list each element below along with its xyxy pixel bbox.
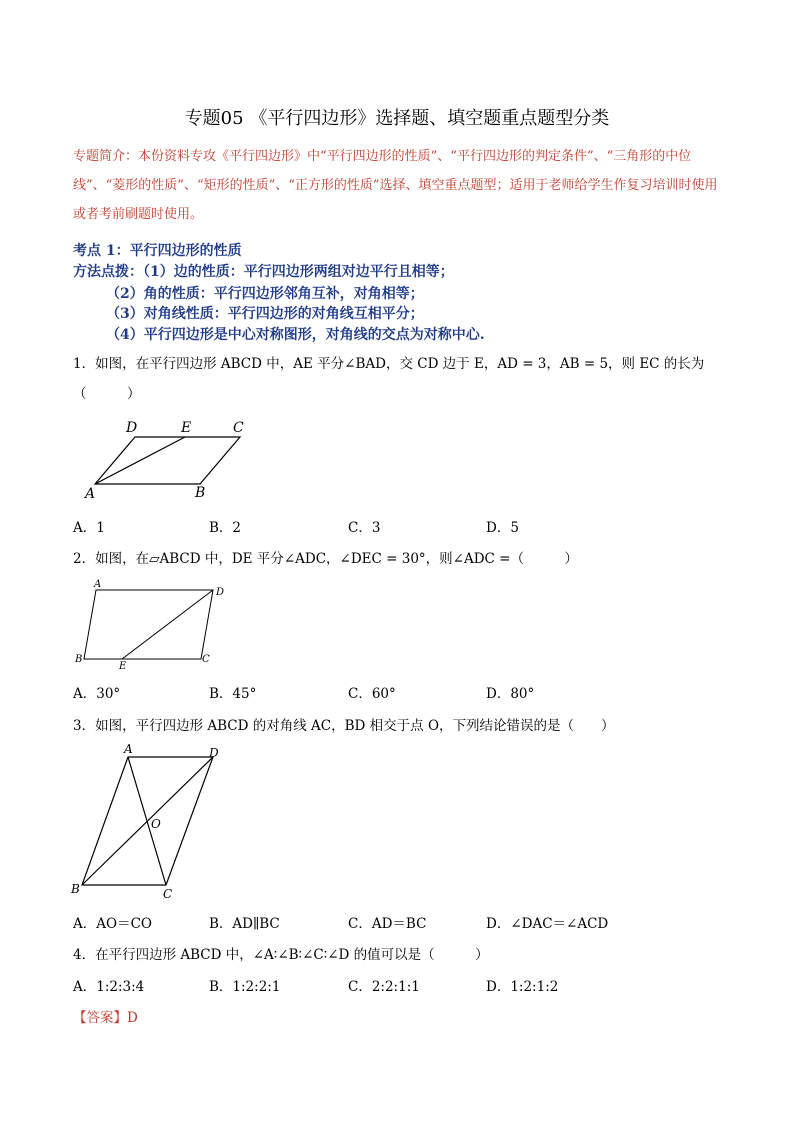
q2-label-a: A bbox=[94, 579, 102, 590]
q2-label-e: E bbox=[119, 661, 127, 671]
q3-option-b: B．AD∥BC bbox=[209, 916, 280, 932]
q2-option-a: A．30° bbox=[73, 686, 121, 702]
q1-label-a: A bbox=[85, 486, 96, 502]
question-2-stem: 2．如图，在▱ABCD 中，DE 平分∠ADC，∠DEC = 30°，则∠ADC =（ ） bbox=[73, 551, 578, 567]
q1-label-c: C bbox=[233, 420, 244, 436]
question-4-stem: 4．在平行四边形 ABCD 中，∠A∶∠B∶∠C∶∠D 的值可以是（ ） bbox=[73, 947, 489, 963]
question-3-figure bbox=[68, 741, 228, 901]
method-line-2: （2）角的性质：平行四边形邻角互补，对角相等； bbox=[106, 286, 424, 302]
q1-option-b: B．2 bbox=[209, 520, 242, 536]
q2-label-d: D bbox=[216, 587, 225, 598]
question-1-blank: （ ） bbox=[73, 386, 141, 402]
question-1-stem: 1．如图，在平行四边形 ABCD 中，AE 平分∠BAD，交 CD 边于 E，AD = 3，AB = 5，则 EC 的长为 bbox=[73, 356, 705, 372]
answer-tag: 【答案】 bbox=[73, 1010, 127, 1026]
q3-option-d: D．∠DAC＝∠ACD bbox=[486, 916, 609, 932]
question-3-stem: 3．如图，平行四边形 ABCD 的对角线 AC，BD 相交于点 O，下列结论错误的是（ ） bbox=[73, 718, 615, 734]
q4-option-d: D．1:2:1:2 bbox=[486, 979, 559, 995]
method-line-3: （3）对角线性质：平行四边形的对角线互相平分； bbox=[106, 306, 424, 322]
q1-label-b: B bbox=[195, 485, 206, 501]
page-title: 专题05 《平行四边形》选择题、填空题重点题型分类 bbox=[184, 108, 610, 129]
q3-label-o: O bbox=[151, 817, 161, 831]
q4-option-c: C．2:2:1:1 bbox=[348, 979, 420, 995]
q4-option-b: B．1:2:2:1 bbox=[209, 979, 281, 995]
q3-label-b: B bbox=[71, 882, 80, 896]
q1-label-d: D bbox=[126, 420, 138, 436]
q3-label-d: D bbox=[209, 746, 219, 760]
q1-option-a: A．1 bbox=[73, 520, 105, 536]
q2-label-c: C bbox=[202, 654, 210, 665]
q1-option-c: C．3 bbox=[348, 520, 381, 536]
answer-value: D bbox=[127, 1010, 138, 1026]
method-line-4: （4）平行四边形是中心对称图形，对角线的交点为对称中心. bbox=[106, 327, 485, 343]
section-heading: 考点 1：平行四边形的性质 bbox=[73, 243, 242, 259]
question-1-figure bbox=[80, 415, 260, 505]
q3-label-a: A bbox=[124, 742, 133, 756]
q2-option-c: C．60° bbox=[348, 686, 396, 702]
q3-option-a: A．AO＝CO bbox=[73, 916, 152, 932]
q1-option-d: D．5 bbox=[486, 520, 519, 536]
question-2-figure bbox=[72, 576, 237, 671]
intro-paragraph: 专题简介：本份资料专攻《平行四边形》中“平行四边形的性质”、“平行四边形的判定条件”、“三角形的中位线”、“菱形的性质”、“矩形的性质”、“正方形的性质”选择、填空重点题型；适用于老师给学生作复习培训时使用或者考前刷题时使用。 bbox=[73, 149, 718, 222]
q2-option-d: D．80° bbox=[486, 686, 535, 702]
answer-line bbox=[73, 1006, 138, 1026]
method-line-1: 方法点拨：（1）边的性质：平行四边形两组对边平行且相等； bbox=[73, 264, 454, 280]
q3-label-c: C bbox=[163, 887, 173, 901]
q4-option-a: A．1:2:3:4 bbox=[73, 979, 145, 995]
q2-label-b: B bbox=[75, 654, 83, 665]
q2-option-b: B．45° bbox=[209, 686, 257, 702]
q3-option-c: C．AD＝BC bbox=[348, 916, 427, 932]
q1-label-e: E bbox=[181, 420, 192, 436]
